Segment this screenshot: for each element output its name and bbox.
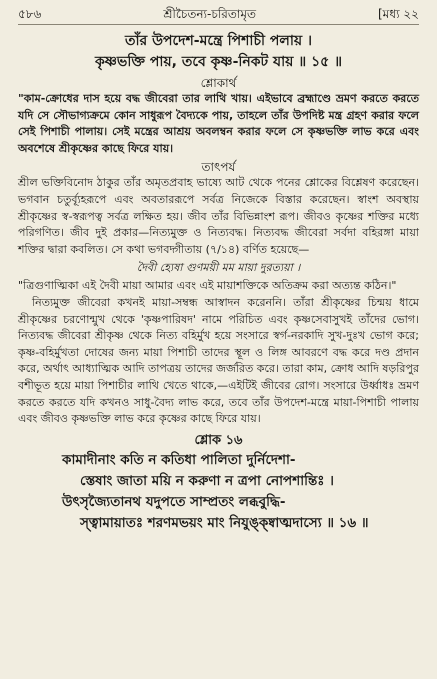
sloka-heading: শ্লোক ১৬ xyxy=(194,432,243,448)
page-header xyxy=(18,4,419,25)
sanskrit-line-3: উৎসৃজ্যৈতানথ যদুপতে সাম্প্রতং লব্ধবুদ্ধি- xyxy=(62,493,286,510)
purport-paragraph-2: নিত্যমুক্ত জীবেরা কখনই মায়া-সম্বন্ধ আস্বাদন করেননি। তাঁরা শ্রীকৃষ্ণের চিন্ময় ধামে শ্রীকৃষ্ণের চরণোন্মুখ থেকে 'কৃষ্ণপারিষদ' নামে পরিচিত এবং কৃষ্ণসেবাসুখই তাঁদের ভোগ। নিত্যবদ্ধ জীবেরা শ্রীকৃষ্ণ থেকে নিত্য বহির্মুখ হয়ে সংসারে স্বর্গ-নরকাদি সুখ-দুঃখ ভোগ করে; কৃষ্ণ-বহির্মুখতা দোষের জন্য মায়া পিশাচী তাদের স্থূল ও লিঙ্গ আবরণে বদ্ধ করে দণ্ড প্রদান করে, অর্থাৎ আধ্যাত্মিক আদি তাপত্রয় তাদের জর্জরিত করে। তারা কাম, ক্রোধ আদি ষড়রিপুর বশীভূত হয়ে মায়া পিশাচীর লাথি খেতে থাকে,—এইটিই জীবের রোগ। সংসারে উর্ধ্বাধঃ ভ্রমণ করতে করতে যদি কখনও সাধু-বৈদ্য লাভ করে, তবে তাঁর উপদেশ-মন্ত্রে মায়া-পিশাচী পালায় এবং জীবও কৃষ্ণভক্তি লাভ করে কৃষ্ণের কাছে ফিরে যায়। xyxy=(18,295,419,426)
verse-line-2: কৃষ্ণভক্তি পায়, তবে কৃষ্ণ-নিকট যায় ॥ ১৫ ॥ xyxy=(94,54,343,70)
sanskrit-verse xyxy=(18,450,419,534)
purport-heading: তাৎপর্য xyxy=(201,160,236,175)
book-title: শ্রীচৈতন্য-চরিতামৃত xyxy=(163,7,257,21)
verse-line-1: তাঁর উপদেশ-মন্ত্রে পিশাচী পলায় । xyxy=(124,33,313,49)
gita-quote: দৈবী হ্যেষা গুণময়ী মম মায়া দুরত্যয়া । xyxy=(136,261,301,275)
sanskrit-line-1: কামাদীনাং কতি ন কতিধা পালিতা দুর্নিদেশা- xyxy=(62,451,296,468)
translation-text: "কাম-ক্রোধের দাস হয়ে বদ্ধ জীবেরা তার লাথি খায়। এইভাবে ব্রহ্মাণ্ডে ভ্রমণ করতে করতে যদি সে সৌভাগ্যক্রমে কোন সাধুরূপ বৈদ্যকে পায়, তাহলে তাঁর উপদিষ্ট মন্ত্র গ্রহণ করার ফলে সেই পিশাচী পালায়। সেই মন্ত্রের আশ্রয় অবলম্বন করার ফলে সে কৃষ্ণভক্তি লাভ করে এবং অবশেষে শ্রীকৃষ্ণের কাছে ফিরে যায়। xyxy=(18,92,419,155)
sanskrit-line-4: স্ত্বামায়াতঃ শরণমভয়ং মাং নিযুঙ্ক্ষ্বাত্মদাস্যে ॥ ১৬ ॥ xyxy=(80,514,369,531)
translation-heading: শ্লোকার্থ xyxy=(200,76,237,90)
purport-paragraph-1: শ্রীল ভক্তিবিনোদ ঠাকুর তাঁর অমৃতপ্রবাহ ভাষ্যে আট থেকে পনের শ্লোকের বিশ্লেষণ করেছেন। ভগবান চতুর্ব্যূহরূপে এবং অবতাররূপে সর্বত্র নিজেকে বিস্তার করেছেন। স্বাংশ অবস্থায় শ্রীকৃষ্ণের স্ব-স্বরূপত্ব সর্বত্র লক্ষিত হয়। জীব তাঁর বিভিন্নাংশ রূপ। জীবও কৃষ্ণের শক্তির মধ্যে পরিগণিত। জীব দুই প্রকার—নিত্যমুক্ত ও নিত্যবদ্ধ। নিত্যবদ্ধ জীবেরা সর্বদা বহিরঙ্গা মায়া শক্তির দ্বারা কবলিত। সে কথা ভগবদ্গীতায় (৭/১৪) বর্ণিত হয়েছে— xyxy=(18,176,419,256)
bengali-verse xyxy=(18,31,419,73)
sanskrit-line-2: স্তেষাং জাতা ময়ি ন করুণা ন ত্রপা নোপশান্তিঃ । xyxy=(80,472,335,489)
gita-translation: "ত্রিগুণাত্মিকা এই দৈবী মায়া আমার এবং এই মায়াশক্তিকে অতিক্রম করা অত্যন্ত কঠিন।" xyxy=(18,279,397,293)
page-number: ৫৮৬ xyxy=(18,7,42,21)
chapter-label: [মধ্য ২২ xyxy=(378,7,419,21)
